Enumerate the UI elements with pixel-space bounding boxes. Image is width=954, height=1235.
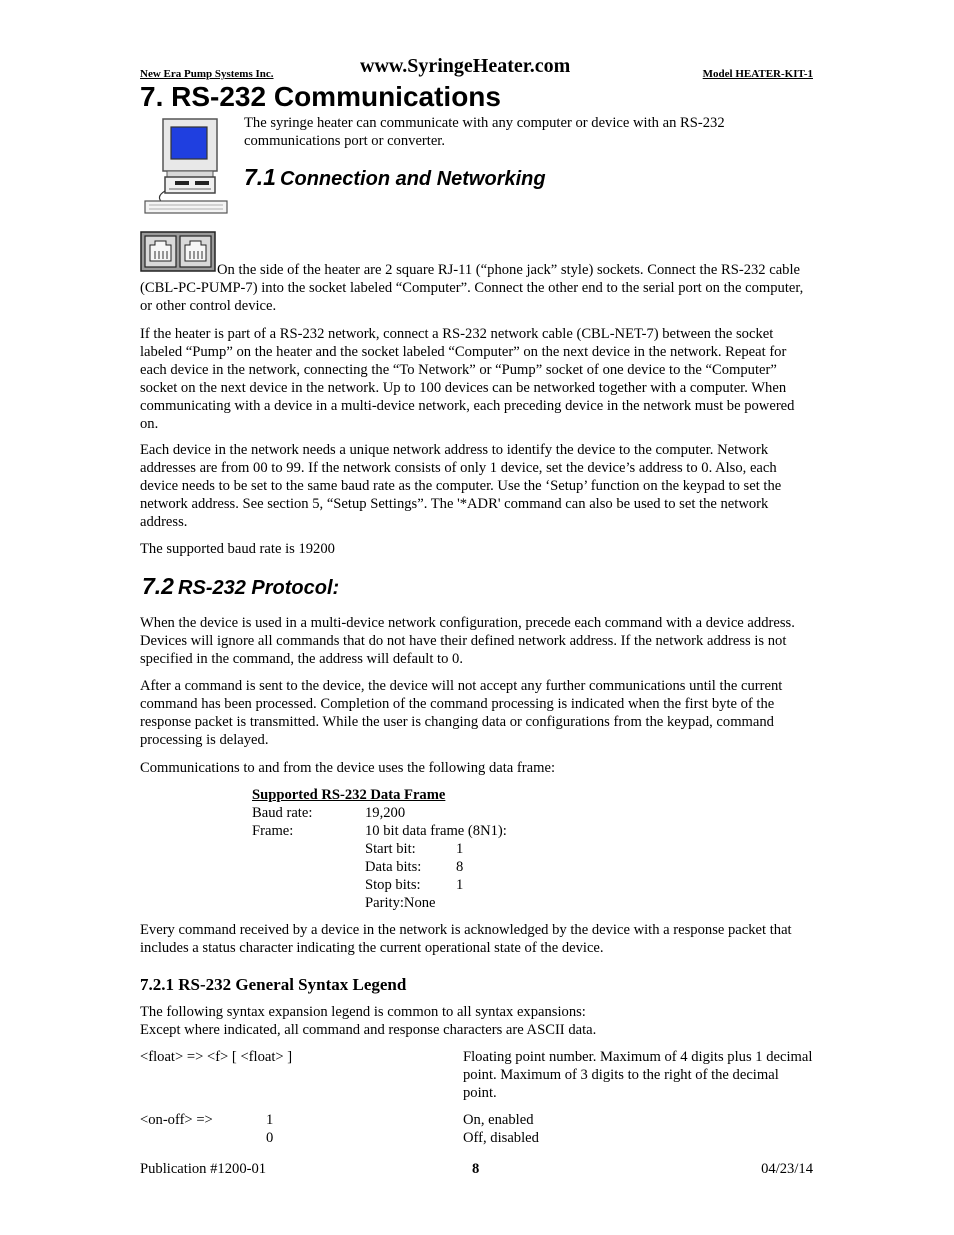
syntax-intro-2: Except where indicated, all command and response characters are ASCII data. [140,1022,597,1038]
section-7-1-p3: Each device in the network needs a unique network address to identify the device to the computer. Network addresses are from 00 to 99. If the network consists of only 1 device, set the device’s address to 0. Also, each device needs to be set to the same baud rate as the computer. Use the ‘Setup’ function on the keypad to set the network address. See section 5, “Setup Settings”. The '*ADR' command can also be used to set the network address. [140,442,782,530]
onoff-value-1: 1 [266,1112,274,1128]
section-7-2-title: RS-232 Protocol: [178,577,340,599]
section-7-2-p2: After a command is sent to the device, the device will not accept any further communications until the current command has been processed. Completion of the command processing is indicated when the first byte of the response packet is transmitted. While the user is changing data or configurations from the keypad, command processing is delayed. [140,678,783,748]
section-7-2-p4: Every command received by a device in the network is acknowledged by the device with a response packet that includes a status character indicating the current operational state of the device. [140,922,792,956]
start-bit-label: Start bit: [365,841,416,857]
footer-publication: Publication #1200-01 [140,1161,267,1177]
onoff-syntax: <on-off> => [140,1112,213,1128]
stop-bits-value: 1 [456,877,464,893]
section-7-2-p1: When the device is used in a multi-device network configuration, precede each command with a device address. Devices will ignore all commands that do not have their defined network address. If the network address is not specified in the command, the address will default to 0. [140,615,795,667]
float-description: Floating point number. Maximum of 4 digits plus 1 decimal point. Maximum of 3 digits to the right of the decimal point. [463,1049,813,1101]
start-bit-value: 1 [456,841,464,857]
onoff-0-description: Off, disabled [463,1130,539,1146]
frame-label: Frame: [252,823,294,839]
footer-date: 04/23/14 [761,1161,813,1177]
float-syntax: <float> => <f> [ <float> ] [140,1049,293,1065]
syntax-intro-1: The following syntax expansion legend is common to all syntax expansions: [140,1004,586,1020]
section-7-1-number: 7.1 [244,164,276,190]
frame-value: 10 bit data frame (8N1): [365,823,507,839]
section-7-1-p2: If the heater is part of a RS-232 network, connect a RS-232 network cable (CBL-NET-7) between the socket labeled “Pump” on the heater and the socket labeled “Computer” on the next device in the network. Repeat for each device in the network, connecting the “To Network” or “Pump” socket of one device to the “Computer” socket on the next device in the network. Up to 100 devices can be networked together with a computer. When communicating with a device in a multi-device network, each preceding device in the network must be powered on. [140,326,795,432]
parity-value: Parity:None [365,895,436,911]
section-7-2-heading [142,573,340,599]
onoff-1-description: On, enabled [463,1112,534,1128]
data-bits-label: Data bits: [365,859,422,875]
data-frame-table [252,786,572,912]
stop-bits-label: Stop bits: [365,877,421,893]
section-7-1-p4: The supported baud rate is 19200 [140,541,335,557]
section-7-title: 7. RS-232 Communications [140,81,501,112]
header-website: www.SyringeHeater.com [360,55,571,77]
section-7-1-title: Connection and Networking [280,168,546,190]
header-model: Model HEATER-KIT-1 [702,68,813,80]
onoff-value-0: 0 [266,1130,274,1146]
section-7-1-p1: On the side of the heater are 2 square RJ-11 (“phone jack” style) sockets. Connect the RS-232 cable (CBL-PC-PUMP-7) into the socket labeled “Computer”. Connect the other end to the serial port on the computer, or other control device. [140,262,804,314]
footer-page-number: 8 [472,1161,480,1177]
section-7-intro: The syringe heater can communicate with any computer or device with an RS-232 communications port or converter. [244,115,725,149]
data-frame-title: Supported RS-232 Data Frame [252,787,446,803]
section-7-2-1-title: 7.2.1 RS-232 General Syntax Legend [140,975,407,994]
header-company: New Era Pump Systems Inc. [140,68,274,80]
section-7-2-number: 7.2 [142,573,174,599]
data-bits-value: 8 [456,859,464,875]
baud-label: Baud rate: [252,805,313,821]
section-7-1-heading [244,164,546,190]
computer-icon [143,115,229,218]
section-7-2-p3: Communications to and from the device uses the following data frame: [140,760,556,776]
baud-value: 19,200 [365,805,406,821]
